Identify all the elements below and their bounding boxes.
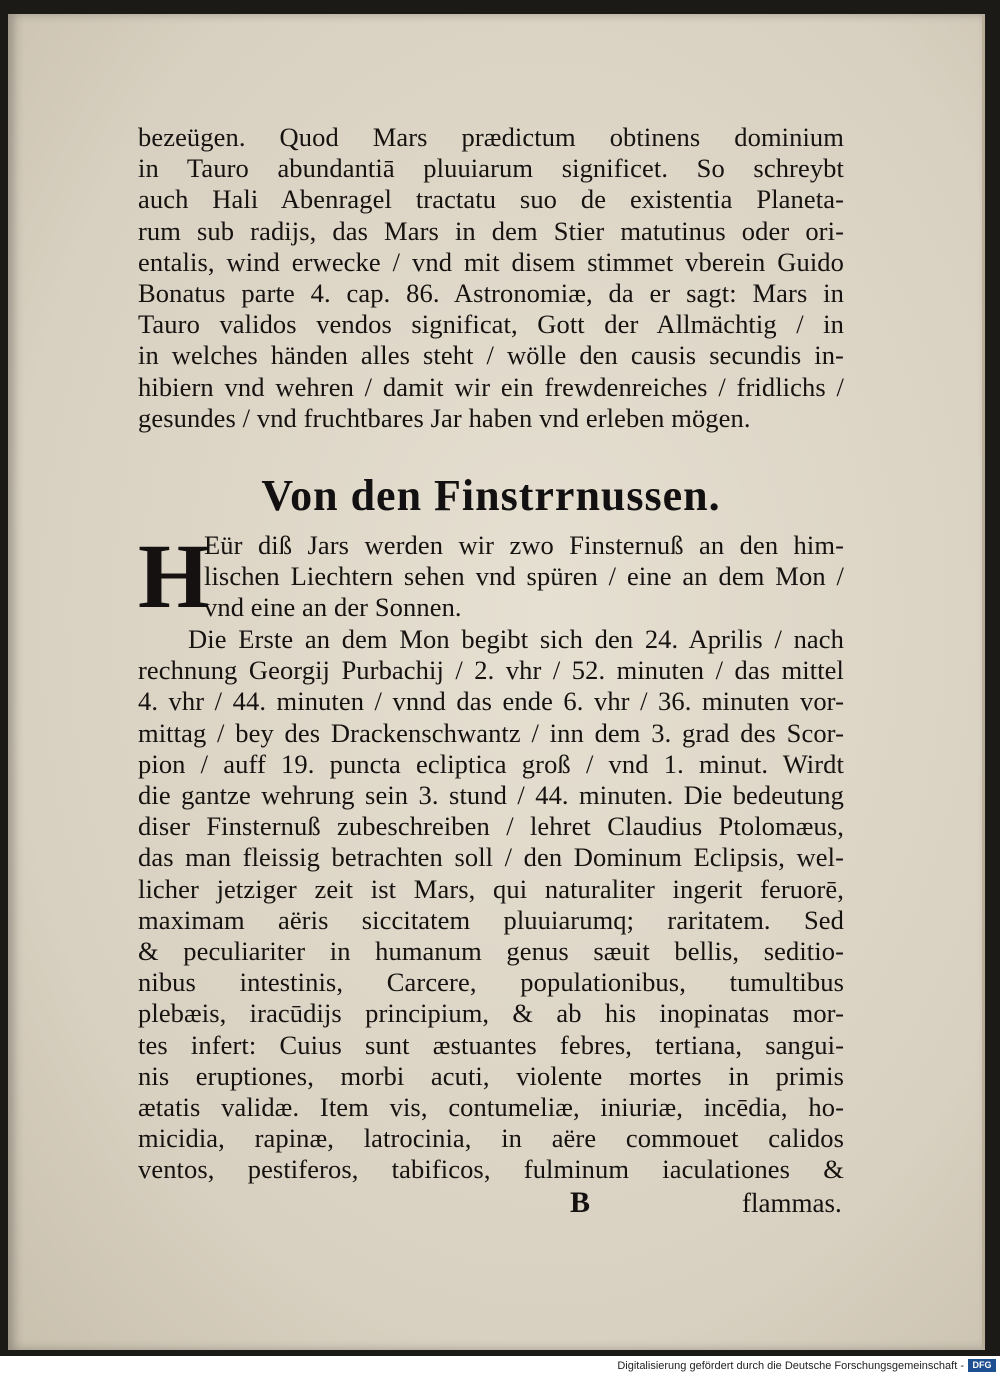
text-line: & peculiariter in humanum genus sæuit bellis, seditio- [138, 936, 844, 967]
catchword: flammas. [742, 1188, 842, 1218]
text-line: nibus intestinis, Carcere, populationibus, tumultibus [138, 967, 844, 998]
text-line: tes infert: Cuius sunt æstuantes febres, tertiana, sangui- [138, 1029, 844, 1060]
drop-cap-initial: H [138, 525, 210, 627]
text-line: auch Hali Abenragel tractatu suo de existentia Planeta- [138, 184, 844, 215]
text-line: ætatis validæ. Item vis, contumeliæ, iniuriæ, incēdia, ho- [138, 1092, 844, 1123]
text-line: rum sub radijs, das Mars in dem Stier matutinus oder ori- [138, 215, 844, 246]
text-line: gesundes / vnd fruchtbares Jar haben vnd erleben mögen. [138, 402, 751, 433]
text-line: licher jetziger zeit ist Mars, qui naturaliter ingerit feruorē, [138, 873, 844, 904]
text-line: bezeügen. Quod Mars prædictum obtinens dominium [138, 122, 844, 152]
text-line: rechnung Georgij Purbachij / 2. vhr / 52. minuten / das mittel [138, 655, 844, 686]
text-line: nis eruptiones, morbi acuti, violente mortes in primis [138, 1060, 844, 1091]
section-heading: Von den Finstrrnussen. [261, 471, 721, 520]
text-line: 4. vhr / 44. minuten / vnnd das ende 6. vhr / 36. minuten vor- [138, 686, 844, 717]
dfg-logo-icon: DFG [968, 1359, 996, 1372]
text-line: das man fleissig betrachten soll / den Dominum Eclipsis, wel- [138, 842, 844, 873]
text-line: Bonatus parte 4. cap. 86. Astronomiæ, da er sagt: Mars in [138, 278, 844, 309]
text-line: diser Finsternuß zubeschreiben / lehret Claudius Ptolomæus, [138, 811, 844, 842]
text-line: in Tauro abundantiā pluuiarum significet. So schreybt [138, 153, 844, 184]
paragraph-eclipse [138, 624, 844, 1186]
text-line: micidia, rapinæ, latrocinia, in aëre commouet calidos [138, 1123, 844, 1154]
text-line: hibiern vnd wehren / damit wir ein frewdenreiches / fridlichs / [138, 371, 844, 402]
text-line: mittag / bey des Drackenschwantz / inn dem 3. grad des Scor- [138, 717, 844, 748]
text-line: maximam aëris siccitatem pluuiarumq; raritatem. Sed [138, 904, 844, 935]
footer-bar [0, 1356, 1000, 1376]
text-line: die gantze wehrung sein 3. stund / 44. minuten. Die bedeutung [138, 780, 844, 811]
text-line: Die Erste an dem Mon begibt sich den 24. Aprilis / nach [188, 624, 844, 654]
text-line: pion / auff 19. puncta ecliptica groß / vnd 1. minut. Wirdt [138, 748, 844, 779]
text-line: Tauro validos vendos significat, Gott der Allmächtig / in [138, 309, 844, 340]
footer-credit: Digitalisierung gefördert durch die Deutsche Forschungsgemeinschaft - [617, 1360, 964, 1372]
text-line: in welches händen alles steht / wölle den causis secundis in- [138, 340, 844, 371]
text-line: plebæis, iracūdijs principium, & ab his inopinatas mor- [138, 998, 844, 1029]
signature-mark: B [570, 1186, 591, 1219]
text-line: ventos, pestiferos, tabificos, fulminum iaculationes & [138, 1154, 844, 1185]
paragraph-continuation [138, 122, 844, 434]
paragraph-intro [138, 525, 844, 627]
text-line: entalis, wind erwecke / vnd mit disem stimmet vberein Guido [138, 246, 844, 277]
text-line: Eür diß Jars werden wir zwo Finsternuß an den him- [204, 530, 844, 560]
text-line: vnd eine an der Sonnen. [204, 592, 462, 623]
text-line: lischen Liechtern sehen vnd spüren / eine an dem Mon / [204, 561, 844, 592]
